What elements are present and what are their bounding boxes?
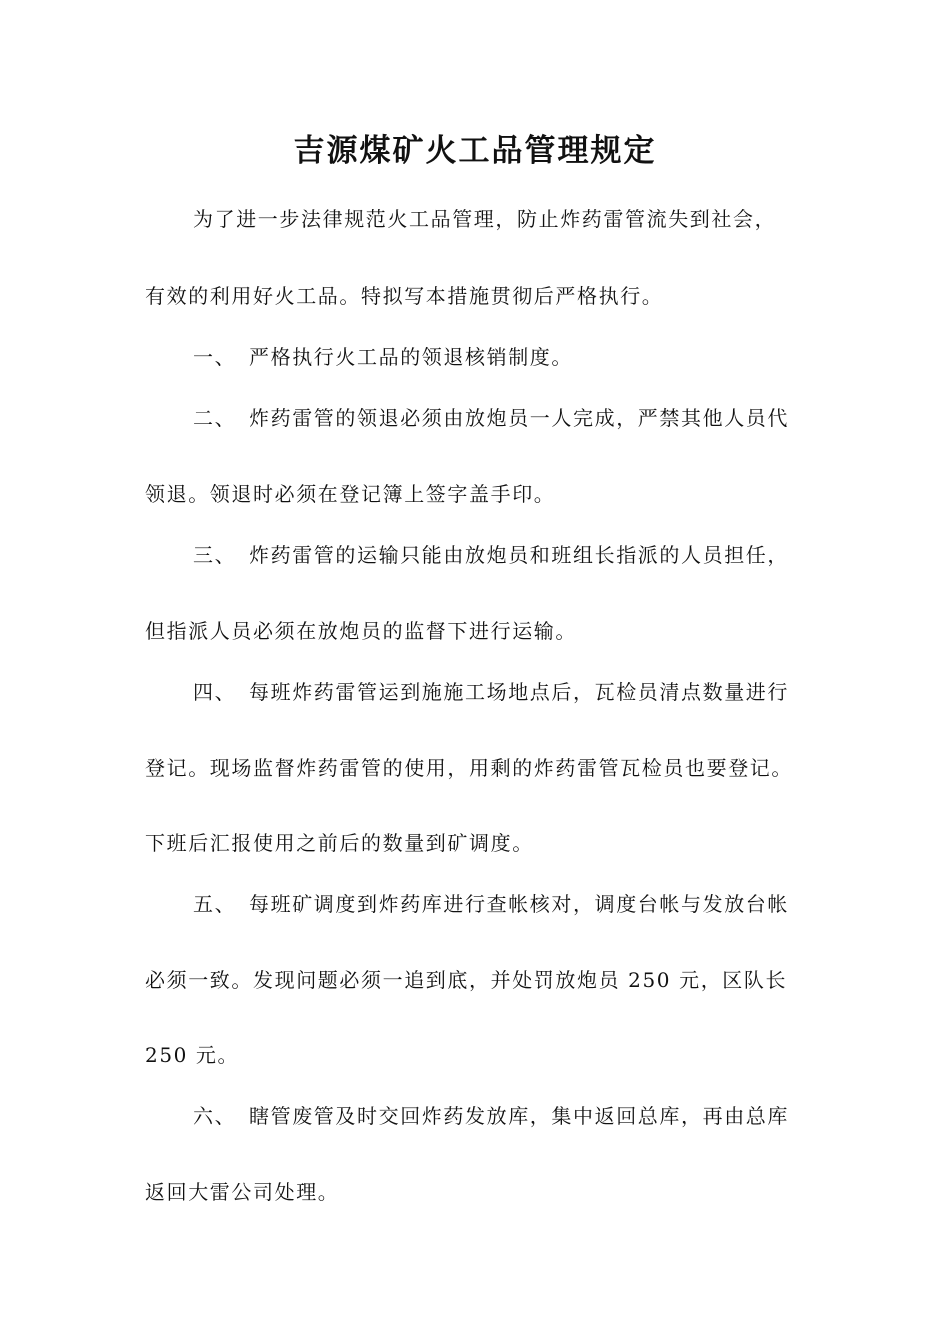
item-3 — [193, 539, 789, 571]
item-2-continuation: 领退。领退时必须在登记簿上签字盖手印。 — [145, 482, 556, 506]
item-text: 严格执行火工品的领退核销制度。 — [249, 345, 573, 369]
item-text: 瞎管废管及时交回炸药发放库，集中返回总库，再由总库 — [249, 1104, 789, 1128]
intro-line-2: 有效的利用好火工品。特拟写本措施贯彻后严格执行。 — [145, 284, 664, 308]
intro-line-1: 为了进一步法律规范火工品管理，防止炸药雷管流失到社会， — [193, 207, 777, 231]
item-1 — [193, 341, 573, 373]
item-number: 四、 — [193, 680, 237, 704]
item-number: 五、 — [193, 892, 237, 916]
item-number: 一、 — [193, 345, 237, 369]
item-6 — [193, 1100, 789, 1132]
item-3-continuation: 但指派人员必须在放炮员的监督下进行运输。 — [145, 619, 577, 643]
document-title: 吉源煤矿火工品管理规定 — [293, 133, 657, 169]
item-number: 六、 — [193, 1104, 237, 1128]
item-4 — [193, 676, 789, 708]
item-2 — [193, 402, 789, 434]
item-4-continuation: 下班后汇报使用之前后的数量到矿调度。 — [145, 831, 534, 855]
item-text: 炸药雷管的领退必须由放炮员一人完成，严禁其他人员代 — [249, 406, 789, 430]
item-4-continuation: 登记。现场监督炸药雷管的使用，用剩的炸药雷管瓦检员也要登记。 — [145, 756, 793, 780]
item-5-continuation: 250 元。 — [145, 1043, 240, 1067]
item-text: 每班矿调度到炸药库进行查帐核对，调度台帐与发放台帐 — [249, 892, 789, 916]
item-number: 三、 — [193, 543, 237, 567]
item-5 — [193, 888, 789, 920]
item-6-continuation: 返回大雷公司处理。 — [145, 1180, 340, 1204]
item-text: 炸药雷管的运输只能由放炮员和班组长指派的人员担任， — [249, 543, 789, 567]
item-number: 二、 — [193, 406, 237, 430]
item-text: 每班炸药雷管运到施施工场地点后，瓦检员清点数量进行 — [249, 680, 789, 704]
item-5-continuation: 必须一致。发现问题必须一追到底，并处罚放炮员 250 元，区队长 — [145, 968, 788, 992]
